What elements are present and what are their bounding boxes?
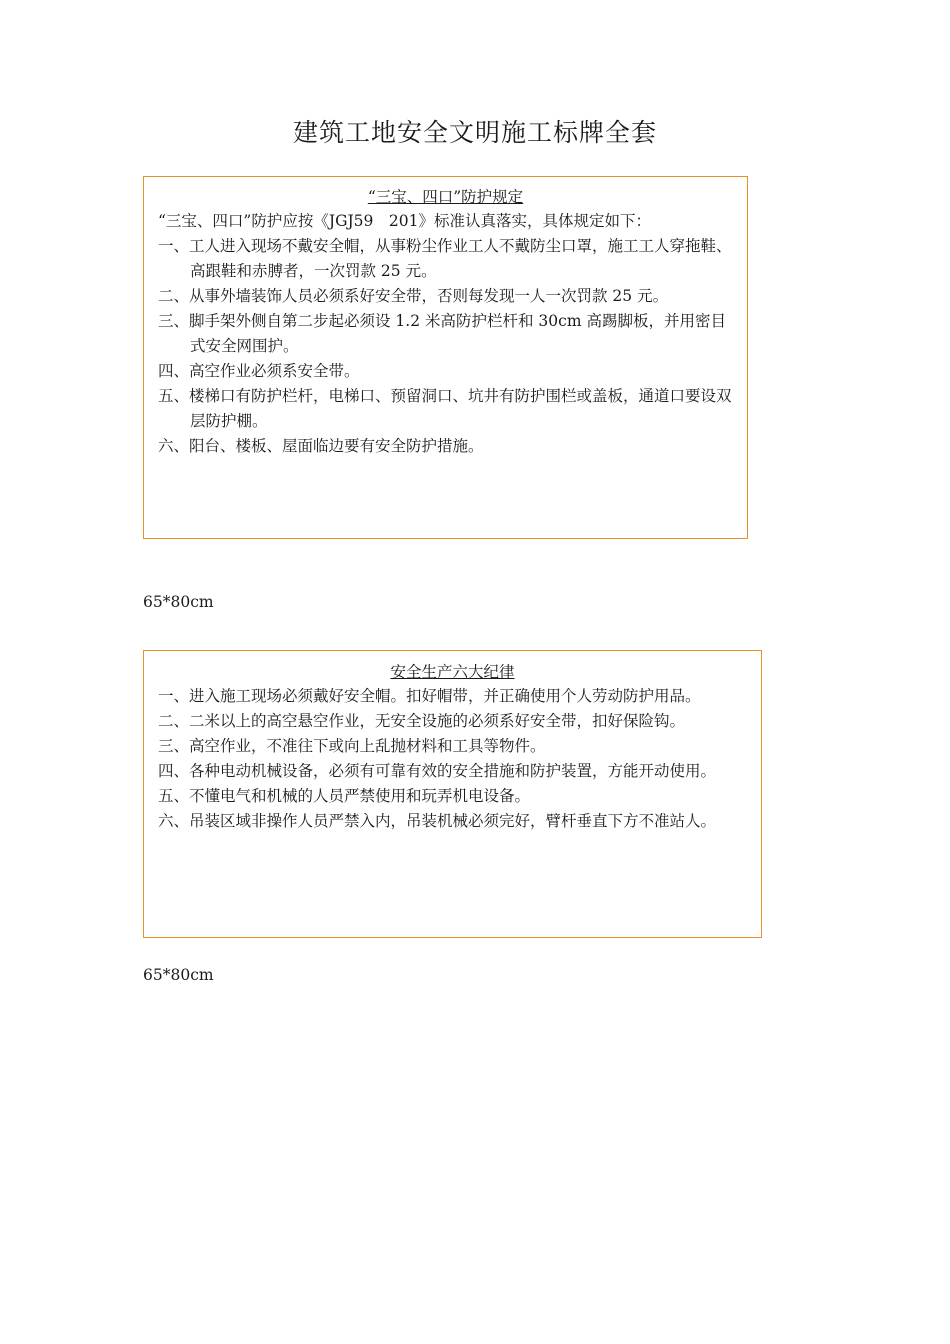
rule-item: 六、阳台、楼板、屋面临边要有安全防护措施。 — [158, 437, 484, 455]
rule-item: 三、脚手架外侧自第二步起必须设 1.2 米高防护栏杆和 30cm 高踢脚板，并用密目式安全网围护。 — [158, 312, 726, 355]
sign-board-six-disciplines — [143, 650, 762, 938]
board-size-label: 65*80cm — [143, 593, 214, 611]
rule-item: 五、楼梯口有防护栏杆，电梯口、预留洞口、坑井有防护围栏或盖板，通道口要设双层防护棚。 — [158, 387, 732, 430]
rule-item: 五、不懂电气和机械的人员严禁使用和玩弄机电设备。 — [158, 787, 531, 805]
rule-item: 一、工人进入现场不戴安全帽，从事粉尘作业工人不戴防尘口罩，施工工人穿拖鞋、高跟鞋和赤膊者，一次罚款 25 元。 — [158, 237, 732, 280]
rule-item: 六、吊装区域非操作人员严禁入内，吊装机械必须完好，臂杆垂直下方不准站人。 — [158, 812, 717, 830]
rule-item: 二、从事外墙装饰人员必须系好安全带，否则每发现一人一次罚款 25 元。 — [158, 287, 669, 305]
board-intro: “三宝、四口”防护应按《JGJ59 201》标准认真落实，具体规定如下： — [158, 212, 651, 230]
rule-item: 三、高空作业，不准往下或向上乱抛材料和工具等物件。 — [158, 737, 546, 755]
page-title: 建筑工地安全文明施工标牌全套 — [292, 118, 657, 147]
rule-item: 四、各种电动机械设备，必须有可靠有效的安全措施和防护装置，方能开动使用。 — [158, 762, 717, 780]
rules-list — [144, 684, 761, 834]
board-title: “三宝、四口”防护规定 — [367, 188, 524, 206]
rule-item: 二、二米以上的高空悬空作业，无安全设施的必须系好安全带，扣好保险钩。 — [158, 712, 686, 730]
rule-item: 一、进入施工现场必须戴好安全帽。扣好帽带，并正确使用个人劳动防护用品。 — [158, 687, 701, 705]
board-size-label: 65*80cm — [143, 966, 214, 984]
board-title: 安全生产六大纪律 — [390, 663, 515, 681]
rules-list — [144, 234, 747, 459]
rule-item: 四、高空作业必须系安全带。 — [158, 362, 360, 380]
sign-board-three-treasures — [143, 176, 748, 539]
